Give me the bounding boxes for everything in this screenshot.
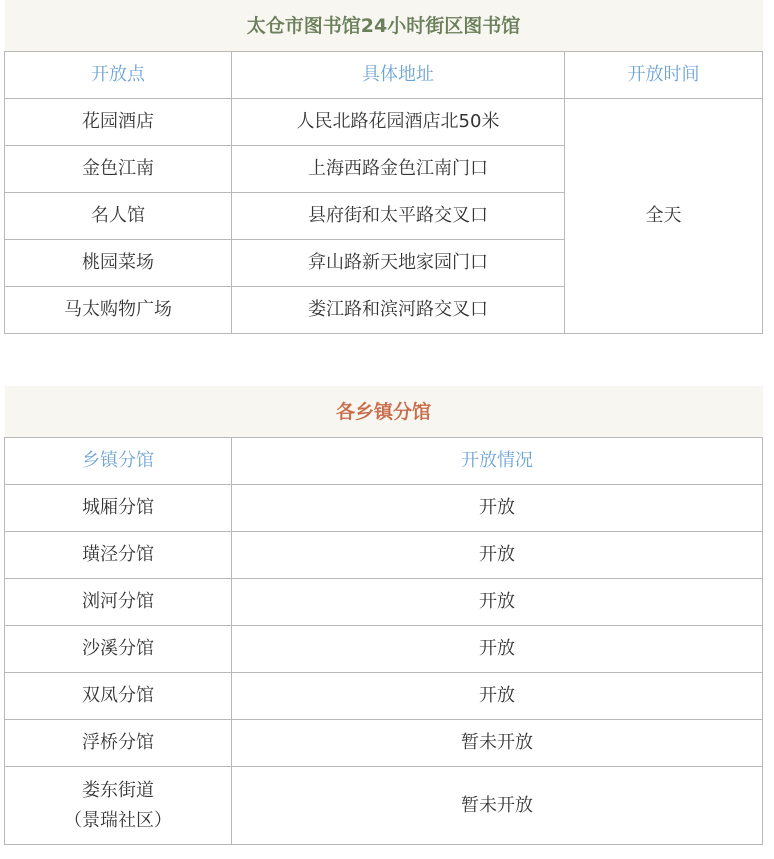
header-open-hours: 开放时间 xyxy=(565,52,763,99)
branch-status-cell: 暂未开放 xyxy=(232,767,763,845)
branch-status-cell: 开放 xyxy=(232,579,763,626)
open-point-cell: 马太购物广场 xyxy=(5,287,232,334)
table-row xyxy=(5,485,763,532)
branch-status-cell: 开放 xyxy=(232,673,763,720)
table-row xyxy=(5,767,763,845)
address-cell: 县府街和太平路交叉口 xyxy=(232,193,565,240)
open-point-cell: 桃园菜场 xyxy=(5,240,232,287)
header-status: 开放情况 xyxy=(232,438,763,485)
branch-status-cell: 暂未开放 xyxy=(232,720,763,767)
table-header-row xyxy=(5,438,763,485)
header-branch: 乡镇分馆 xyxy=(5,438,232,485)
street-library-table xyxy=(4,0,763,334)
table-header-row xyxy=(5,52,763,99)
branches-title: 各乡镇分馆 xyxy=(5,386,763,438)
branch-name-cell: 沙溪分馆 xyxy=(5,626,232,673)
table-title-row xyxy=(5,386,763,438)
open-point-cell: 名人馆 xyxy=(5,193,232,240)
street-library-title: 太仓市图书馆24小时街区图书馆 xyxy=(5,0,763,52)
address-cell: 弇山路新天地家园门口 xyxy=(232,240,565,287)
branch-status-cell: 开放 xyxy=(232,485,763,532)
header-open-point: 开放点 xyxy=(5,52,232,99)
branch-name-cell: 浏河分馆 xyxy=(5,579,232,626)
table-row xyxy=(5,579,763,626)
open-point-cell: 花园酒店 xyxy=(5,99,232,146)
table-title-row xyxy=(5,0,763,52)
branch-status-cell: 开放 xyxy=(232,532,763,579)
branch-name-cell xyxy=(5,767,232,845)
open-point-cell: 金色江南 xyxy=(5,146,232,193)
table-row xyxy=(5,720,763,767)
branch-name-line1: 娄东街道 xyxy=(82,779,154,801)
branch-name-cell: 双凤分馆 xyxy=(5,673,232,720)
branch-status-cell: 开放 xyxy=(232,626,763,673)
table-row xyxy=(5,673,763,720)
address-cell: 娄江路和滨河路交叉口 xyxy=(232,287,565,334)
table-row xyxy=(5,626,763,673)
address-cell: 人民北路花园酒店北50米 xyxy=(232,99,565,146)
table-row xyxy=(5,532,763,579)
open-hours-cell: 全天 xyxy=(565,99,763,334)
branch-name-cell: 璜泾分馆 xyxy=(5,532,232,579)
branches-table xyxy=(4,386,763,845)
branch-name-line2: （景瑞社区） xyxy=(64,809,172,831)
branch-name-cell: 城厢分馆 xyxy=(5,485,232,532)
branch-name-cell: 浮桥分馆 xyxy=(5,720,232,767)
address-cell: 上海西路金色江南门口 xyxy=(232,146,565,193)
header-address: 具体地址 xyxy=(232,52,565,99)
table-row xyxy=(5,99,763,146)
